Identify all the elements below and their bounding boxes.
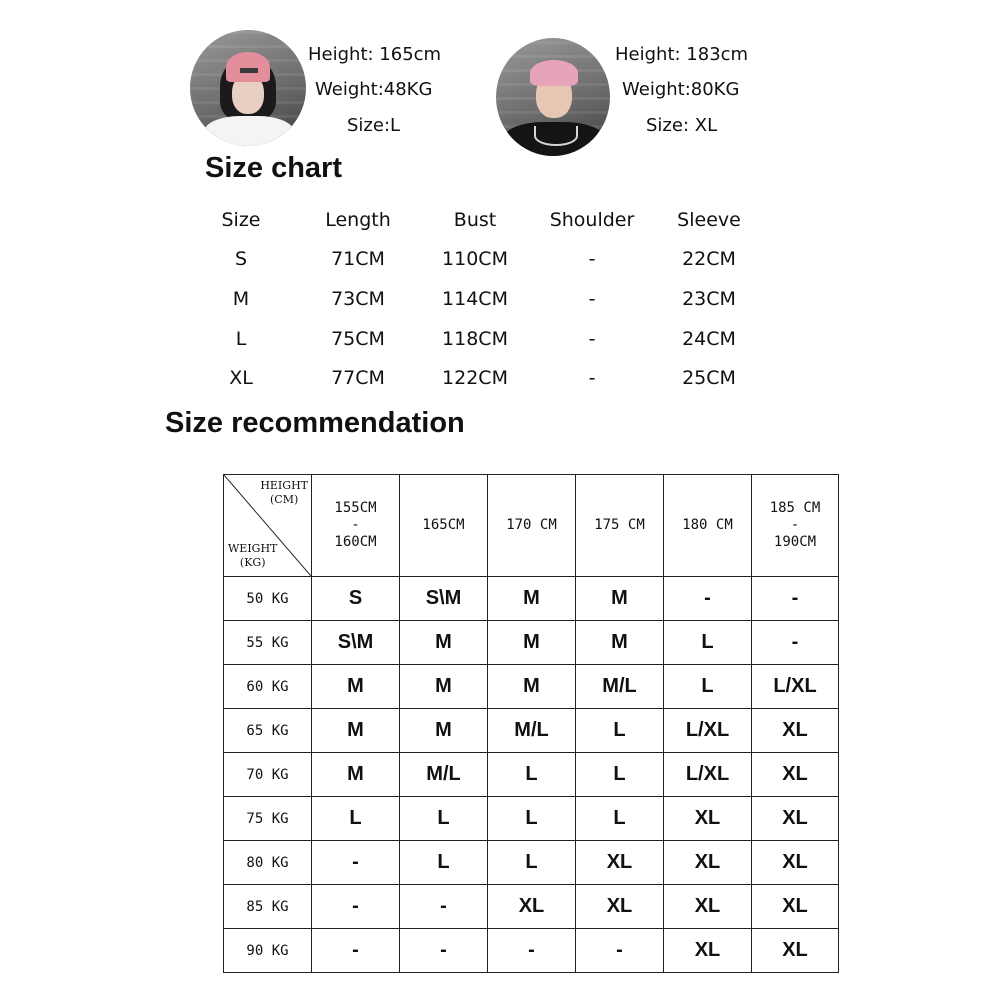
size-cell: - — [752, 621, 839, 665]
table-row — [224, 797, 839, 841]
size-chart-header: Size — [221, 209, 261, 231]
model-2-height: Height: 183cm — [615, 44, 749, 65]
size-cell: XL — [752, 929, 839, 973]
model-2-weight: Weight:80KG — [622, 79, 740, 100]
height-header-text: - — [790, 517, 800, 533]
weight-cell: 60 KG — [224, 665, 312, 709]
size-cell: M — [576, 577, 664, 621]
size-cell: L — [488, 841, 576, 885]
size-chart-cell: 114CM — [442, 288, 508, 310]
table-row — [224, 709, 839, 753]
weight-cell: 50 KG — [224, 577, 312, 621]
size-chart-cell: S — [234, 248, 248, 270]
size-chart-cell: 25CM — [682, 367, 736, 389]
size-cell: M — [488, 665, 576, 709]
size-chart-cell: 24CM — [682, 328, 736, 350]
size-chart-cell: 73CM — [331, 288, 385, 310]
size-cell: - — [400, 885, 488, 929]
size-chart-header: Length — [325, 209, 391, 231]
height-header-text: 160CM — [334, 534, 377, 550]
size-cell: XL — [576, 885, 664, 929]
size-cell: M/L — [488, 709, 576, 753]
weight-cell: 65 KG — [224, 709, 312, 753]
size-cell: M — [488, 621, 576, 665]
height-axis-label — [260, 479, 308, 507]
size-chart-cell: 23CM — [682, 288, 736, 310]
size-chart-cell: L — [235, 328, 247, 350]
weight-axis-label-line: (KG) — [239, 556, 266, 569]
size-chart-cell: M — [232, 288, 250, 310]
size-cell: XL — [752, 841, 839, 885]
size-cell: - — [312, 841, 400, 885]
size-chart-cell: 71CM — [331, 248, 385, 270]
size-cell: M — [400, 621, 488, 665]
table-row — [224, 885, 839, 929]
height-header-cell — [488, 475, 576, 577]
size-chart-cell: - — [588, 367, 596, 389]
height-header-text: 170 CM — [506, 517, 557, 533]
table-header-row — [224, 475, 839, 577]
weight-cell: 55 KG — [224, 621, 312, 665]
height-axis-label-line: (CM) — [270, 493, 299, 506]
size-cell: XL — [752, 709, 839, 753]
table-row — [224, 621, 839, 665]
size-cell: L — [312, 797, 400, 841]
size-cell: L — [400, 797, 488, 841]
corner-cell — [224, 475, 312, 577]
height-header-cell — [400, 475, 488, 577]
size-chart-header: Bust — [453, 209, 497, 231]
size-chart-cell: - — [588, 288, 596, 310]
size-cell: XL — [488, 885, 576, 929]
model-1-height: Height: 165cm — [308, 44, 442, 65]
size-cell: M — [400, 709, 488, 753]
height-header-text: 180 CM — [682, 517, 733, 533]
height-header-text: 165CM — [422, 517, 465, 533]
height-header-text: 175 CM — [594, 517, 645, 533]
size-cell: M — [488, 577, 576, 621]
size-cell: L — [400, 841, 488, 885]
size-chart-cell: 77CM — [331, 367, 385, 389]
size-cell: - — [752, 577, 839, 621]
weight-cell: 85 KG — [224, 885, 312, 929]
table-row — [224, 929, 839, 973]
weight-cell: 80 KG — [224, 841, 312, 885]
size-cell: L/XL — [752, 665, 839, 709]
size-cell: S — [312, 577, 400, 621]
table-row — [224, 665, 839, 709]
height-header-text: 190CM — [773, 534, 817, 550]
size-cell: L — [576, 797, 664, 841]
size-cell: - — [664, 577, 752, 621]
size-chart-cell: XL — [229, 367, 253, 389]
size-cell: L — [576, 709, 664, 753]
size-cell: M — [312, 753, 400, 797]
weight-axis-label — [228, 542, 277, 570]
size-cell: L/XL — [664, 753, 752, 797]
size-cell: XL — [664, 797, 752, 841]
weight-axis-label-line: WEIGHT — [228, 542, 278, 555]
size-chart-cell: 75CM — [331, 328, 385, 350]
size-chart-header: Shoulder — [549, 209, 635, 231]
height-header-text: - — [351, 517, 360, 533]
size-cell: - — [312, 929, 400, 973]
size-chart-title: Size chart — [205, 152, 342, 184]
weight-cell: 75 KG — [224, 797, 312, 841]
size-recommendation-table — [223, 474, 839, 973]
table-row — [224, 841, 839, 885]
size-chart-header: Sleeve — [677, 209, 741, 231]
height-header-cell — [752, 475, 839, 577]
size-cell: M — [312, 665, 400, 709]
size-cell: XL — [752, 797, 839, 841]
size-cell: M — [312, 709, 400, 753]
size-cell: XL — [664, 885, 752, 929]
size-cell: L — [664, 665, 752, 709]
size-cell: XL — [664, 841, 752, 885]
weight-cell: 70 KG — [224, 753, 312, 797]
size-cell: L — [576, 753, 664, 797]
size-chart-cell: 110CM — [442, 248, 508, 270]
size-cell: - — [400, 929, 488, 973]
height-axis-label-line: HEIGHT — [260, 479, 308, 492]
size-cell: XL — [752, 885, 839, 929]
size-cell: XL — [664, 929, 752, 973]
height-header-cell — [312, 475, 400, 577]
size-cell: XL — [576, 841, 664, 885]
size-chart-cell: - — [588, 328, 596, 350]
height-header-text: 185 CM — [769, 500, 821, 516]
height-header-cell — [576, 475, 664, 577]
size-cell: M/L — [400, 753, 488, 797]
size-chart-cell: 22CM — [682, 248, 736, 270]
size-cell: S\M — [400, 577, 488, 621]
size-cell: L — [488, 753, 576, 797]
model-photo-female — [190, 30, 306, 146]
model-2-size: Size: XL — [646, 115, 718, 136]
size-cell: S\M — [312, 621, 400, 665]
size-cell: XL — [752, 753, 839, 797]
model-1-weight: Weight:48KG — [315, 79, 433, 100]
model-1-size: Size:L — [347, 115, 401, 136]
size-cell: - — [488, 929, 576, 973]
size-cell: M/L — [576, 665, 664, 709]
height-header-text: 155CM — [334, 500, 377, 516]
size-cell: L — [664, 621, 752, 665]
model-photo-male — [496, 38, 610, 156]
size-recommendation-title: Size recommendation — [165, 407, 465, 439]
size-cell: L — [488, 797, 576, 841]
size-chart-cell: 122CM — [442, 367, 508, 389]
size-cell: M — [400, 665, 488, 709]
size-cell: - — [576, 929, 664, 973]
size-cell: L/XL — [664, 709, 752, 753]
weight-cell: 90 KG — [224, 929, 312, 973]
size-chart-cell: 118CM — [442, 328, 508, 350]
size-cell: M — [576, 621, 664, 665]
table-row — [224, 577, 839, 621]
size-cell: - — [312, 885, 400, 929]
size-chart-cell: - — [588, 248, 596, 270]
table-row — [224, 753, 839, 797]
height-header-cell — [664, 475, 752, 577]
